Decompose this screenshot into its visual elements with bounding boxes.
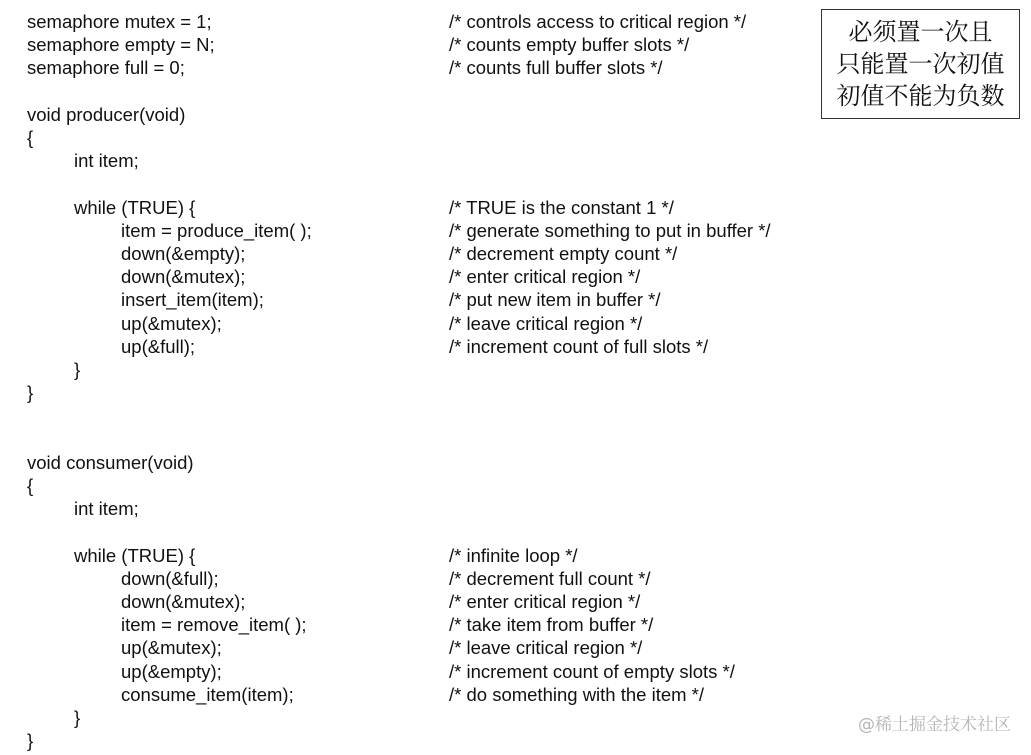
code-line xyxy=(0,173,1031,195)
code-text: void consumer(void) xyxy=(27,451,194,473)
code-line xyxy=(0,429,1031,451)
code-line xyxy=(0,197,1031,219)
code-text: down(&mutex); xyxy=(121,266,246,288)
code-line xyxy=(0,220,1031,242)
annotation-line-2: 只能置一次初值 xyxy=(836,50,1005,78)
code-text: down(&empty); xyxy=(121,243,246,264)
code-text: } xyxy=(74,707,81,728)
code-comment: /* decrement full count */ xyxy=(449,567,651,589)
code-text: item = remove_item( ); xyxy=(121,614,307,636)
code-line xyxy=(0,289,1031,311)
watermark: @稀土掘金技术社区 xyxy=(858,715,1011,735)
code-text: int item; xyxy=(74,498,139,520)
code-comment: /* do something with the item */ xyxy=(449,683,705,705)
code-comment: /* increment count of full slots */ xyxy=(449,335,709,357)
code-text: void producer(void) xyxy=(27,103,186,125)
code-text: down(&mutex); xyxy=(121,591,246,612)
code-line xyxy=(0,591,1031,613)
annotation-line-3: 初值不能为负数 xyxy=(836,82,1005,110)
code-line xyxy=(0,382,1031,404)
code-text: up(&mutex); xyxy=(121,312,222,334)
code-line xyxy=(0,684,1031,706)
code-text: { xyxy=(27,127,34,148)
code-text: int item; xyxy=(74,150,139,172)
code-line xyxy=(0,521,1031,543)
code-text: while (TRUE) { xyxy=(74,196,196,218)
code-comment: /* counts empty buffer slots */ xyxy=(449,34,690,56)
code-comment: /* leave critical region */ xyxy=(449,312,643,334)
code-line xyxy=(0,150,1031,172)
code-text: { xyxy=(27,475,34,496)
code-comment: /* counts full buffer slots */ xyxy=(449,57,663,79)
code-comment: /* controls access to critical region */ xyxy=(449,11,747,32)
code-line xyxy=(0,637,1031,659)
code-comment: /* TRUE is the constant 1 */ xyxy=(449,196,674,218)
code-text: semaphore empty = N; xyxy=(27,34,215,56)
code-text: up(&empty); xyxy=(121,660,222,682)
code-text: } xyxy=(27,730,34,752)
code-line xyxy=(0,313,1031,335)
code-comment: /* leave critical region */ xyxy=(449,637,643,659)
code-line xyxy=(0,266,1031,288)
code-text: up(&full); xyxy=(121,335,196,357)
code-line xyxy=(0,405,1031,427)
code-text: insert_item(item); xyxy=(121,289,264,311)
code-comment: /* generate something to put in buffer */ xyxy=(449,219,771,241)
code-line xyxy=(0,127,1031,149)
code-comment: /* enter critical region */ xyxy=(449,266,641,288)
code-text: semaphore full = 0; xyxy=(27,57,185,79)
code-text: item = produce_item( ); xyxy=(121,219,312,241)
code-text: while (TRUE) { xyxy=(74,544,196,566)
code-line xyxy=(0,336,1031,358)
code-text: consume_item(item); xyxy=(121,683,294,705)
code-line xyxy=(0,568,1031,590)
annotation-box xyxy=(821,9,1020,119)
code-text: } xyxy=(74,359,81,380)
code-text: semaphore mutex = 1; xyxy=(27,11,212,32)
code-comment: /* decrement empty count */ xyxy=(449,243,678,264)
code-comment: /* increment count of empty slots */ xyxy=(449,660,735,682)
code-line xyxy=(0,452,1031,474)
code-line xyxy=(0,243,1031,265)
code-comment: /* put new item in buffer */ xyxy=(449,289,661,311)
code-text: } xyxy=(27,382,34,404)
code-text: up(&mutex); xyxy=(121,637,222,659)
code-comment: /* enter critical region */ xyxy=(449,591,641,612)
code-line xyxy=(0,661,1031,683)
annotation-line-1: 必须置一次且 xyxy=(848,18,993,46)
code-line xyxy=(0,614,1031,636)
code-line xyxy=(0,498,1031,520)
code-line xyxy=(0,545,1031,567)
code-line xyxy=(0,475,1031,497)
code-text: down(&full); xyxy=(121,567,219,589)
code-comment: /* infinite loop */ xyxy=(449,544,578,566)
code-comment: /* take item from buffer */ xyxy=(449,614,654,636)
code-line xyxy=(0,359,1031,381)
